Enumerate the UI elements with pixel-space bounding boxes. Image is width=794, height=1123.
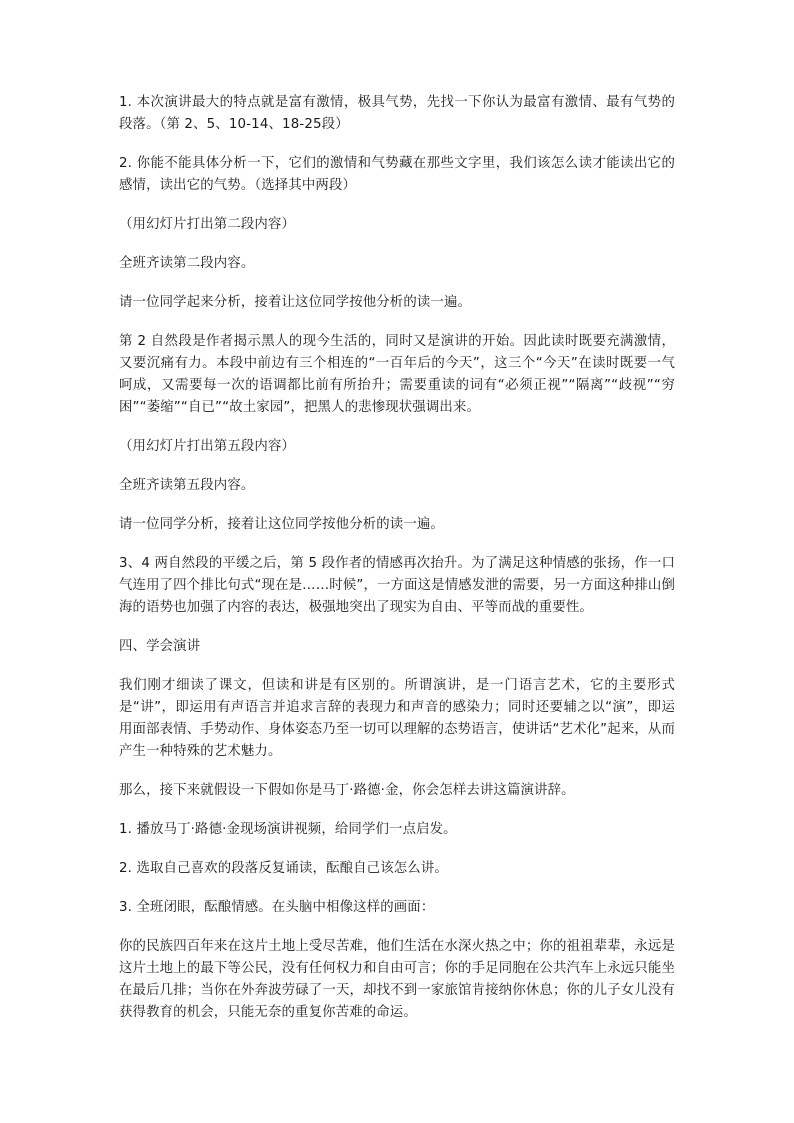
paragraph-suppose: 那么，接下来就假设一下假如你是马丁·路德·金，你会怎样去讲这篇演讲辞。 — [119, 783, 575, 798]
paragraph-step-1: 1. 播放马丁·路德·金现场演讲视频，给同学们一点启发。 — [119, 822, 457, 837]
paragraph-analysis-section-5: 3、4 两自然段的平缓之后，第 5 段作者的情感再次抬升。为了满足这种情感的张扬，作一口气连用了四个排比句式“现在是……时候”，一方面这是情感发泄的需要，另一方面这种排山倒海的语势也加强了内容的表达，极强地突出了现实为自由、平等而战的重要性。 — [119, 556, 675, 615]
paragraph-speech-definition: 我们刚才细读了课文，但读和讲是有区别的。所谓演讲，是一门语言艺术，它的主要形式是“讲”，即运用有声语言并追求言辞的表现力和声音的感染力；同时还要辅之以“演”，即运用面部表情、手势动作、身体姿态乃至一切可以理解的态势语言，使讲话“艺术化”起来，从而产生一种特殊的艺术魅力。 — [119, 678, 675, 759]
section-heading-learn-speech: 四、学会演讲 — [119, 639, 201, 654]
paragraph-student-analysis-2: 请一位同学起来分析，接着让这位同学按他分析的读一遍。 — [119, 295, 472, 310]
paragraph-slide-note-5: （用幻灯片打出第五段内容） — [119, 439, 296, 454]
paragraph-student-analysis-5: 请一位同学分析，接着让这位同学按他分析的读一遍。 — [119, 517, 444, 532]
document-page — [119, 92, 675, 1041]
paragraph-question-1: 1. 本次演讲最大的特点就是富有激情，极具气势，先找一下你认为最富有激情、最有气势的段落。（第 2、5、10-14、18-25段） — [119, 95, 675, 132]
paragraph-slide-note-2: （用幻灯片打出第二段内容） — [119, 217, 296, 232]
paragraph-step-3: 3. 全班闭眼，酝酿情感。在头脑中相像这样的画面： — [119, 900, 435, 915]
paragraph-step-2: 2. 选取自己喜欢的段落反复诵读，酝酿自己该怎么讲。 — [119, 861, 448, 876]
paragraph-imagery: 你的民族四百年来在这片土地上受尽苦难，他们生活在水深火热之中；你的祖祖辈辈，永远是这片土地上的最下等公民，没有任何权力和自由可言；你的手足同胞在公共汽车上永远只能坐在最后几排；当你在外奔波劳碌了一天，却找不到一家旅馆肯接纳你休息；你的儿子女儿没有获得教育的机会，只能无奈的重复你苦难的命运。 — [119, 939, 675, 1020]
paragraph-analysis-section-2: 第 2 自然段是作者揭示黑人的现今生活的，同时又是演讲的开始。因此读时既要充满激情，又要沉痛有力。本段中前边有三个相连的“一百年后的今天”，这三个“今天”在读时既要一气呵成，又需要每一次的语调都比前有所抬升；需要重读的词有“必须正视”“隔离”“歧视”“穷困”“萎缩”“自已”“故土家园”，把黑人的悲惨现状强调出来。 — [119, 334, 675, 415]
paragraph-class-read-2: 全班齐读第二段内容。 — [119, 256, 255, 271]
paragraph-question-2: 2. 你能不能具体分析一下，它们的激情和气势藏在那些文字里，我们该怎么读才能读出它的感情，读出它的气势。（选择其中两段） — [119, 156, 675, 193]
paragraph-class-read-5: 全班齐读第五段内容。 — [119, 478, 255, 493]
